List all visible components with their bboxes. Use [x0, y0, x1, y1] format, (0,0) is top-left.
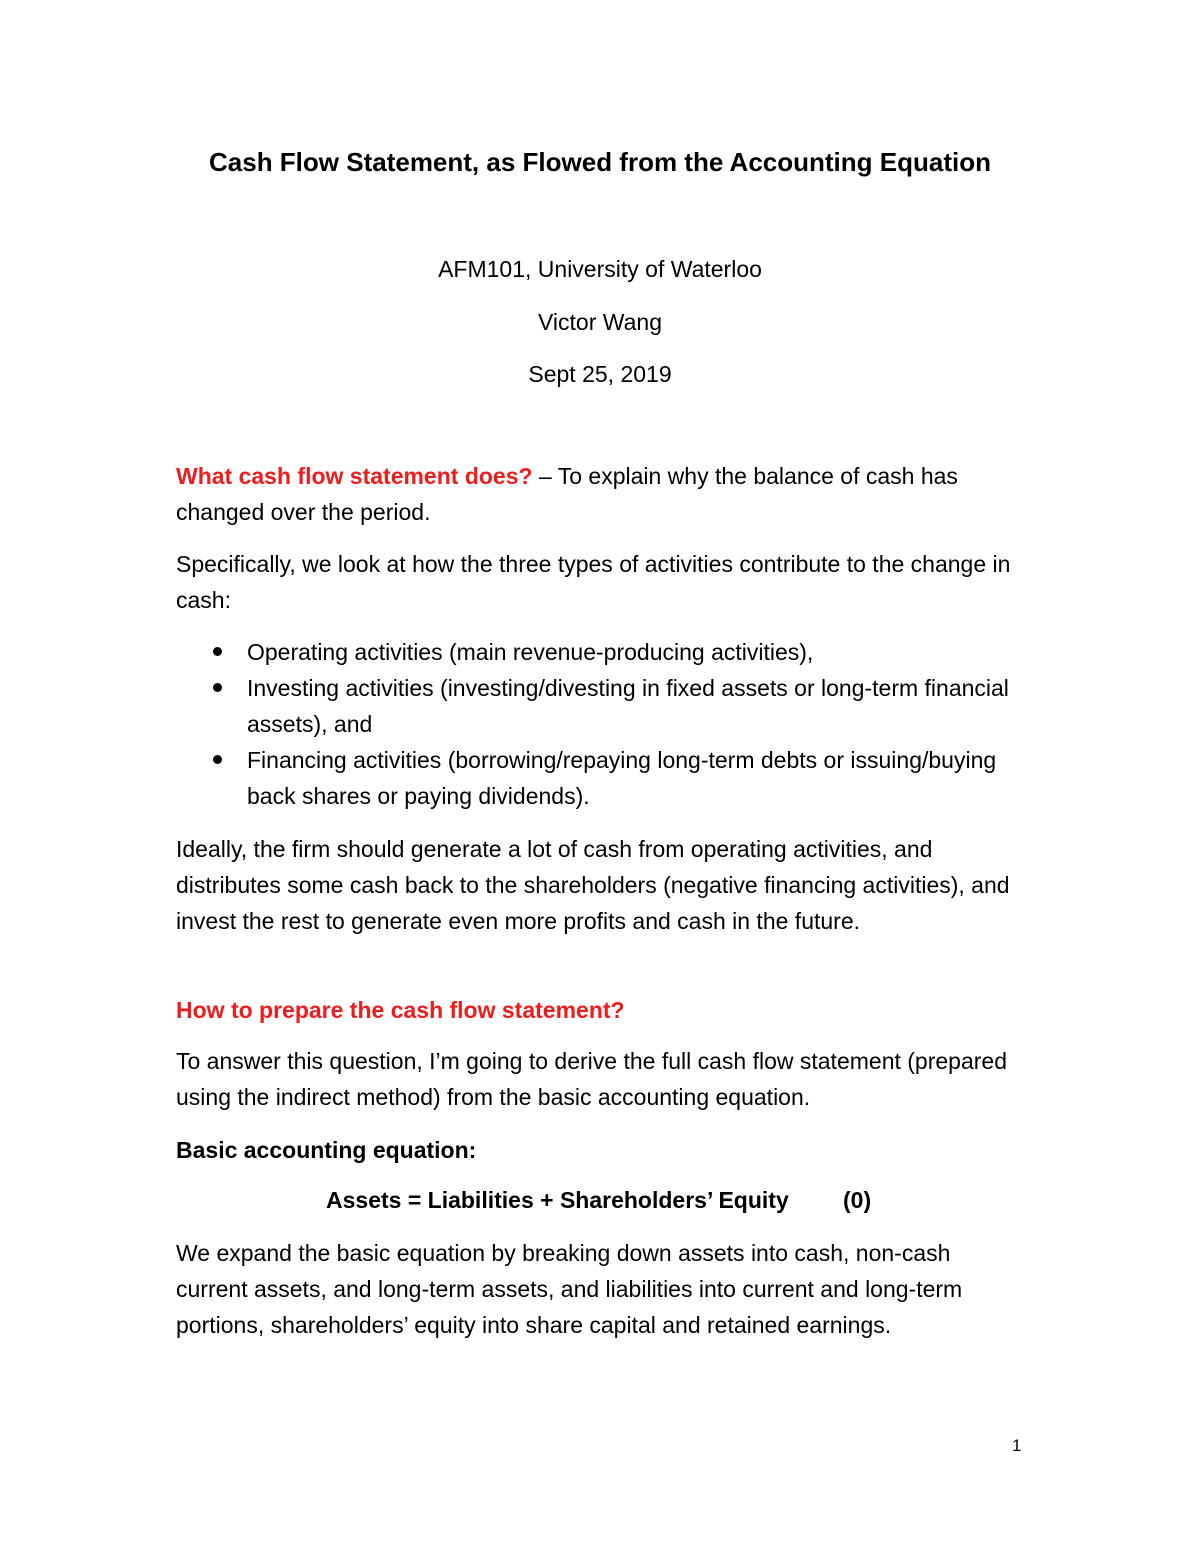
prepare-heading-block [176, 992, 1026, 1028]
specifically-paragraph [176, 546, 1026, 618]
document-title: Cash Flow Statement, as Flowed from the Accounting Equation [209, 147, 991, 177]
expand-text: We expand the basic equation by breaking down assets into cash, non-cash current assets, and long-term assets, and liabilities into current and long-term portions, shareholders’ equity into share capital and retained earnings. [176, 1240, 963, 1338]
course-line: AFM101, University of Waterloo [438, 256, 762, 282]
list-item-text: Operating activities (main revenue-producing activities), [247, 639, 814, 665]
list-item [176, 670, 1026, 742]
list-item-text: Financing activities (borrowing/repaying long-term debts or issuing/buying back shares or paying dividends). [247, 747, 997, 809]
ideally-text: Ideally, the firm should generate a lot of cash from operating activities, and distributes some cash back to the shareholders (negative financing activities), and invest the rest to generate even more profits and cash in the future. [176, 836, 1010, 934]
accounting-equation [326, 1182, 872, 1218]
prepare-paragraph [176, 1043, 1026, 1115]
activities-list [176, 634, 1026, 814]
basic-equation-label: Basic accounting equation: [176, 1137, 477, 1163]
prepare-heading: How to prepare the cash flow statement? [176, 997, 625, 1023]
page-number: 1 [1012, 1436, 1022, 1455]
ideally-paragraph [176, 831, 1026, 939]
intro-paragraph [176, 458, 1026, 530]
intro-text: – To explain why the balance of cash has changed over the period. [176, 463, 958, 525]
list-item-text: Investing activities (investing/divesting in fixed assets or long-term financial assets), and [247, 675, 1009, 737]
expand-paragraph [176, 1235, 1026, 1343]
bullet-icon [213, 683, 222, 692]
bullet-icon [213, 755, 222, 764]
specifically-text: Specifically, we look at how the three types of activities contribute to the change in cash: [176, 551, 1011, 613]
date-line: Sept 25, 2019 [528, 361, 672, 387]
bullet-icon [213, 647, 222, 656]
equation-number: (0) [843, 1187, 872, 1213]
list-item [176, 742, 1026, 814]
intro-heading: What cash flow statement does? [176, 463, 533, 489]
equation-text: Assets = Liabilities + Shareholders’ Equity [326, 1187, 789, 1213]
prepare-text: To answer this question, I’m going to derive the full cash flow statement (prepared using the indirect method) from the basic accounting equation. [176, 1048, 1007, 1110]
author-line: Victor Wang [538, 309, 662, 335]
list-item [176, 634, 1026, 670]
